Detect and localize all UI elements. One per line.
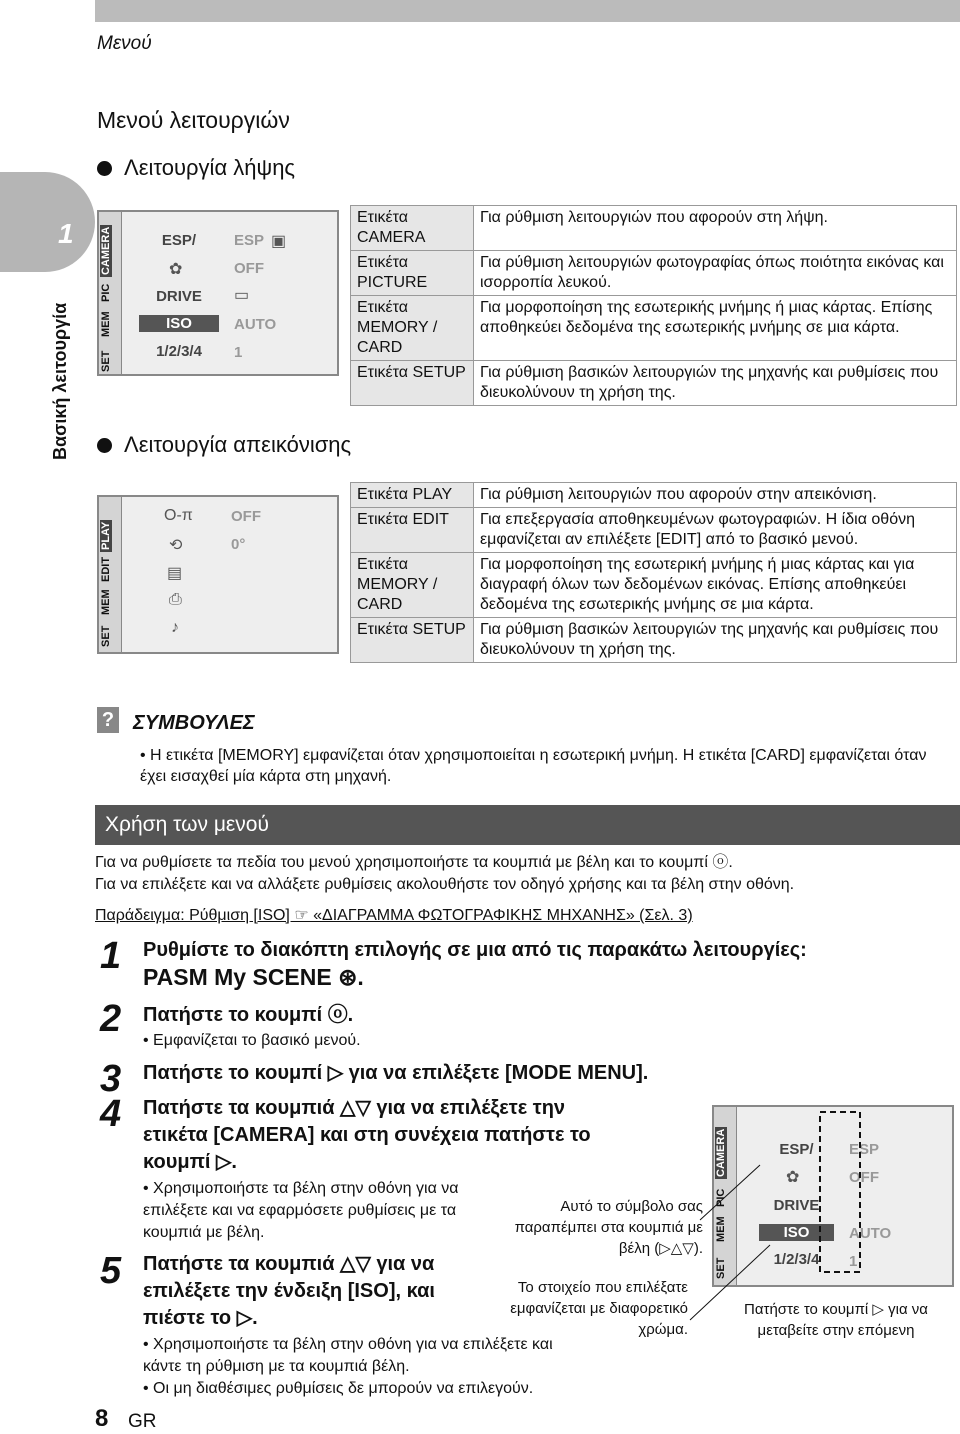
- tab-mem: MEM: [100, 589, 112, 615]
- row-label: Ετικέτα CAMERA: [351, 206, 474, 251]
- step-sub: • Χρησιμοποιήστε τα βέλη στην οθόνη για να επιλέξετε και κάντε τη ρύθμιση με τα κουμπιά βέλη.: [143, 1336, 553, 1375]
- tips-icon: ?: [97, 707, 119, 733]
- row-label: Ετικέτα PICTURE: [351, 251, 474, 296]
- section-title: Μενού λειτουργιών: [97, 107, 290, 133]
- row-label: Ετικέτα SETUP: [351, 618, 474, 663]
- tab-pic: PIC: [715, 1188, 727, 1207]
- step-text: Πατήστε το κουμπί ⓞ.: [143, 1004, 354, 1026]
- menu-item-drive: DRIVE: [156, 288, 202, 305]
- tab-mem: MEM: [715, 1216, 727, 1242]
- row-desc: Για επεξεργασία αποθηκευμένων φωτογραφιών. Η ίδια οθόνη εμφανίζεται αν επιλέξετε [EDIT] από το βασικό μενού.: [474, 508, 957, 553]
- usage-para-2: Για να επιλέξετε και να αλλάξετε ρυθμίσεις ακολουθήστε τον οδηγό χρήσης και τα βέλη στην οθόνη.: [95, 876, 795, 893]
- value-macro: OFF: [849, 1169, 879, 1186]
- step-text: Πατήστε τα κουμπιά △▽ για να επιλέξετε την ένδειξη [ISO], και πιέστε το ▷.: [143, 1253, 435, 1329]
- tab-camera: CAMERA: [100, 226, 112, 275]
- usage-para-1: Για να ρυθμίσετε τα πεδία του μενού χρησιμοποιήστε τα κουμπιά με βέλη και το κουμπί ⓞ.: [95, 854, 733, 871]
- step-number: 3: [100, 1058, 122, 1100]
- tab-set: SET: [715, 1257, 727, 1279]
- protect-icon: O‑π: [164, 507, 193, 524]
- chapter-number: 1: [58, 218, 74, 249]
- callout-selected: Το στοιχείο που επιλέξατε εμφανίζεται με διαφορετικό χρώμα.: [510, 1279, 688, 1338]
- value-macro: OFF: [234, 260, 264, 277]
- tab-play: PLAY: [100, 521, 112, 550]
- menu-item-drive: DRIVE: [773, 1197, 820, 1214]
- spot-icon: ▣: [271, 233, 287, 250]
- tips-text: • Η ετικέτα [MEMORY] εμφανίζεται όταν χρησιμοποιείται η εσωτερική μνήμη. Η ετικέτα [CARD] εμφανίζεται όταν έχει εισαχθεί μία κάρτα στη μηχανή.: [140, 747, 927, 785]
- tab-pic: PIC: [100, 283, 112, 302]
- callout-next: Πατήστε το κουμπί ▷ για να μεταβείτε στην επόμενη: [744, 1301, 928, 1339]
- step-text-modes: PASM My SCENE ⊛.: [143, 964, 364, 990]
- row-desc: Για ρύθμιση βασικών λειτουργιών της μηχανής και ρυθμίσεις που διευκολύνουν τη χρήση της.: [474, 618, 957, 663]
- value-rotate: 0°: [231, 536, 246, 553]
- step-number: 1: [100, 935, 122, 977]
- tab-camera: CAMERA: [715, 1128, 727, 1177]
- row-label: Ετικέτα SETUP: [351, 361, 474, 406]
- row-label: Ετικέτα PLAY: [351, 483, 474, 508]
- page-language: GR: [128, 1411, 157, 1432]
- step-text: Ρυθμίστε το διακόπτη επιλογής σε μια από τις παρακάτω λειτουργίες:: [143, 939, 807, 961]
- step-number: 4: [100, 1093, 122, 1135]
- callout-arrows: Αυτό το σύμβολο σας παραπέμπει στα κουμπιά με βέλη (▷△▽).: [514, 1198, 703, 1257]
- menu-item-metering: ESP/: [161, 232, 197, 249]
- print-icon: ⎙: [169, 591, 182, 608]
- step-number: 2: [100, 998, 122, 1040]
- tips-title: ΣΥΜΒΟΥΛΕΣ: [133, 712, 255, 734]
- value-metering: ESP: [234, 232, 265, 249]
- menu-item-mysetup: 1/2/3/4: [156, 343, 202, 360]
- usage-heading: Χρήση των μενού: [95, 805, 960, 845]
- row-desc: Για ρύθμιση βασικών λειτουργιών της μηχανής και ρυθμίσεις που διευκολύνουν τη χρήση της.: [474, 361, 957, 406]
- rotate-icon: ⟲: [169, 537, 183, 554]
- row-desc: Για ρύθμιση λειτουργιών που αφορούν στην απεικόνιση.: [474, 483, 957, 508]
- row-desc: Για μορφοποίηση της εσωτερικής μνήμης ή μιας κάρτας. Επίσης αποθηκεύει δεδομένα της εσωτερικής μνήμης σε μια κάρτα.: [474, 296, 957, 361]
- microphone-icon: ♪: [171, 619, 179, 636]
- menu-item-iso: ISO: [139, 315, 219, 332]
- value-mysetup: 1: [849, 1253, 858, 1270]
- value-mysetup: 1: [234, 344, 243, 361]
- macro-icon: ✿: [786, 1169, 800, 1186]
- step-sub: • Εμφανίζεται το βασικό μενού.: [143, 1032, 361, 1049]
- menu-item-metering: ESP/: [779, 1141, 814, 1158]
- row-desc: Για ρύθμιση λειτουργιών που αφορούν στη λήψη.: [474, 206, 957, 251]
- usage-example: Παράδειγμα: Ρύθμιση [ISO] ☞ «ΔΙΑΓΡΑΜΜΑ ΦΩΤΟΓΡΑΦΙΚΗΣ ΜΗΧΑΝΗΣ» (Σελ. 3): [95, 907, 693, 924]
- menu-item-mysetup: 1/2/3/4: [773, 1251, 820, 1268]
- value-iso: AUTO: [849, 1225, 892, 1242]
- value-metering: ESP: [849, 1141, 880, 1158]
- step-sub: • Οι μη διαθέσιμες ρυθμίσεις δε μπορούν να επιλεγούν.: [143, 1380, 534, 1397]
- value-protect: OFF: [231, 508, 261, 525]
- step-sub: • Χρησιμοποιήστε τα βέλη στην οθόνη για να επιλέξετε και να εφαρμόσετε ρυθμίσεις με τα κουμπιά με βέλη.: [143, 1180, 459, 1241]
- tab-set: SET: [100, 350, 112, 372]
- chapter-label: Βασική λειτουργία: [50, 302, 70, 460]
- slideshow-icon: ▤: [167, 565, 183, 582]
- step-text: Πατήστε τα κουμπιά △▽ για να επιλέξετε την ετικέτα [CAMERA] και στη συνέχεια πατήστε το κουμπί ▷.: [143, 1097, 591, 1173]
- value-iso: AUTO: [234, 316, 277, 333]
- tab-edit: EDIT: [100, 556, 112, 582]
- menu-item-iso: ISO: [759, 1224, 834, 1241]
- row-label: Ετικέτα MEMORY / CARD: [351, 296, 474, 361]
- step-text: Πατήστε το κουμπί ▷ για να επιλέξετε [MODE MENU].: [143, 1062, 649, 1084]
- step-number: 5: [100, 1250, 122, 1292]
- row-label: Ετικέτα MEMORY / CARD: [351, 553, 474, 618]
- page-number: 8: [95, 1405, 109, 1432]
- row-desc: Για ρύθμιση λειτουργιών φωτογραφίας όπως ποιότητα εικόνας και ισορροπία λευκού.: [474, 251, 957, 296]
- shooting-mode-title: Λειτουργία λήψης: [124, 155, 296, 180]
- drive-single-icon: ▭: [234, 287, 250, 304]
- playback-mode-title: Λειτουργία απεικόνισης: [124, 432, 352, 457]
- macro-icon: ✿: [169, 261, 183, 278]
- tab-set: SET: [100, 625, 112, 647]
- row-desc: Για μορφοποίηση της εσωτερική μνήμης ή μιας κάρτας και για διαγραφή όλων των δεδομένων εικόνας. Επίσης αποθηκεύει δεδομένα της εσωτερικής μνήμης σε μια κάρτα.: [474, 553, 957, 618]
- row-label: Ετικέτα EDIT: [351, 508, 474, 553]
- running-title: Μενού: [97, 33, 152, 54]
- tab-mem: MEM: [100, 311, 112, 337]
